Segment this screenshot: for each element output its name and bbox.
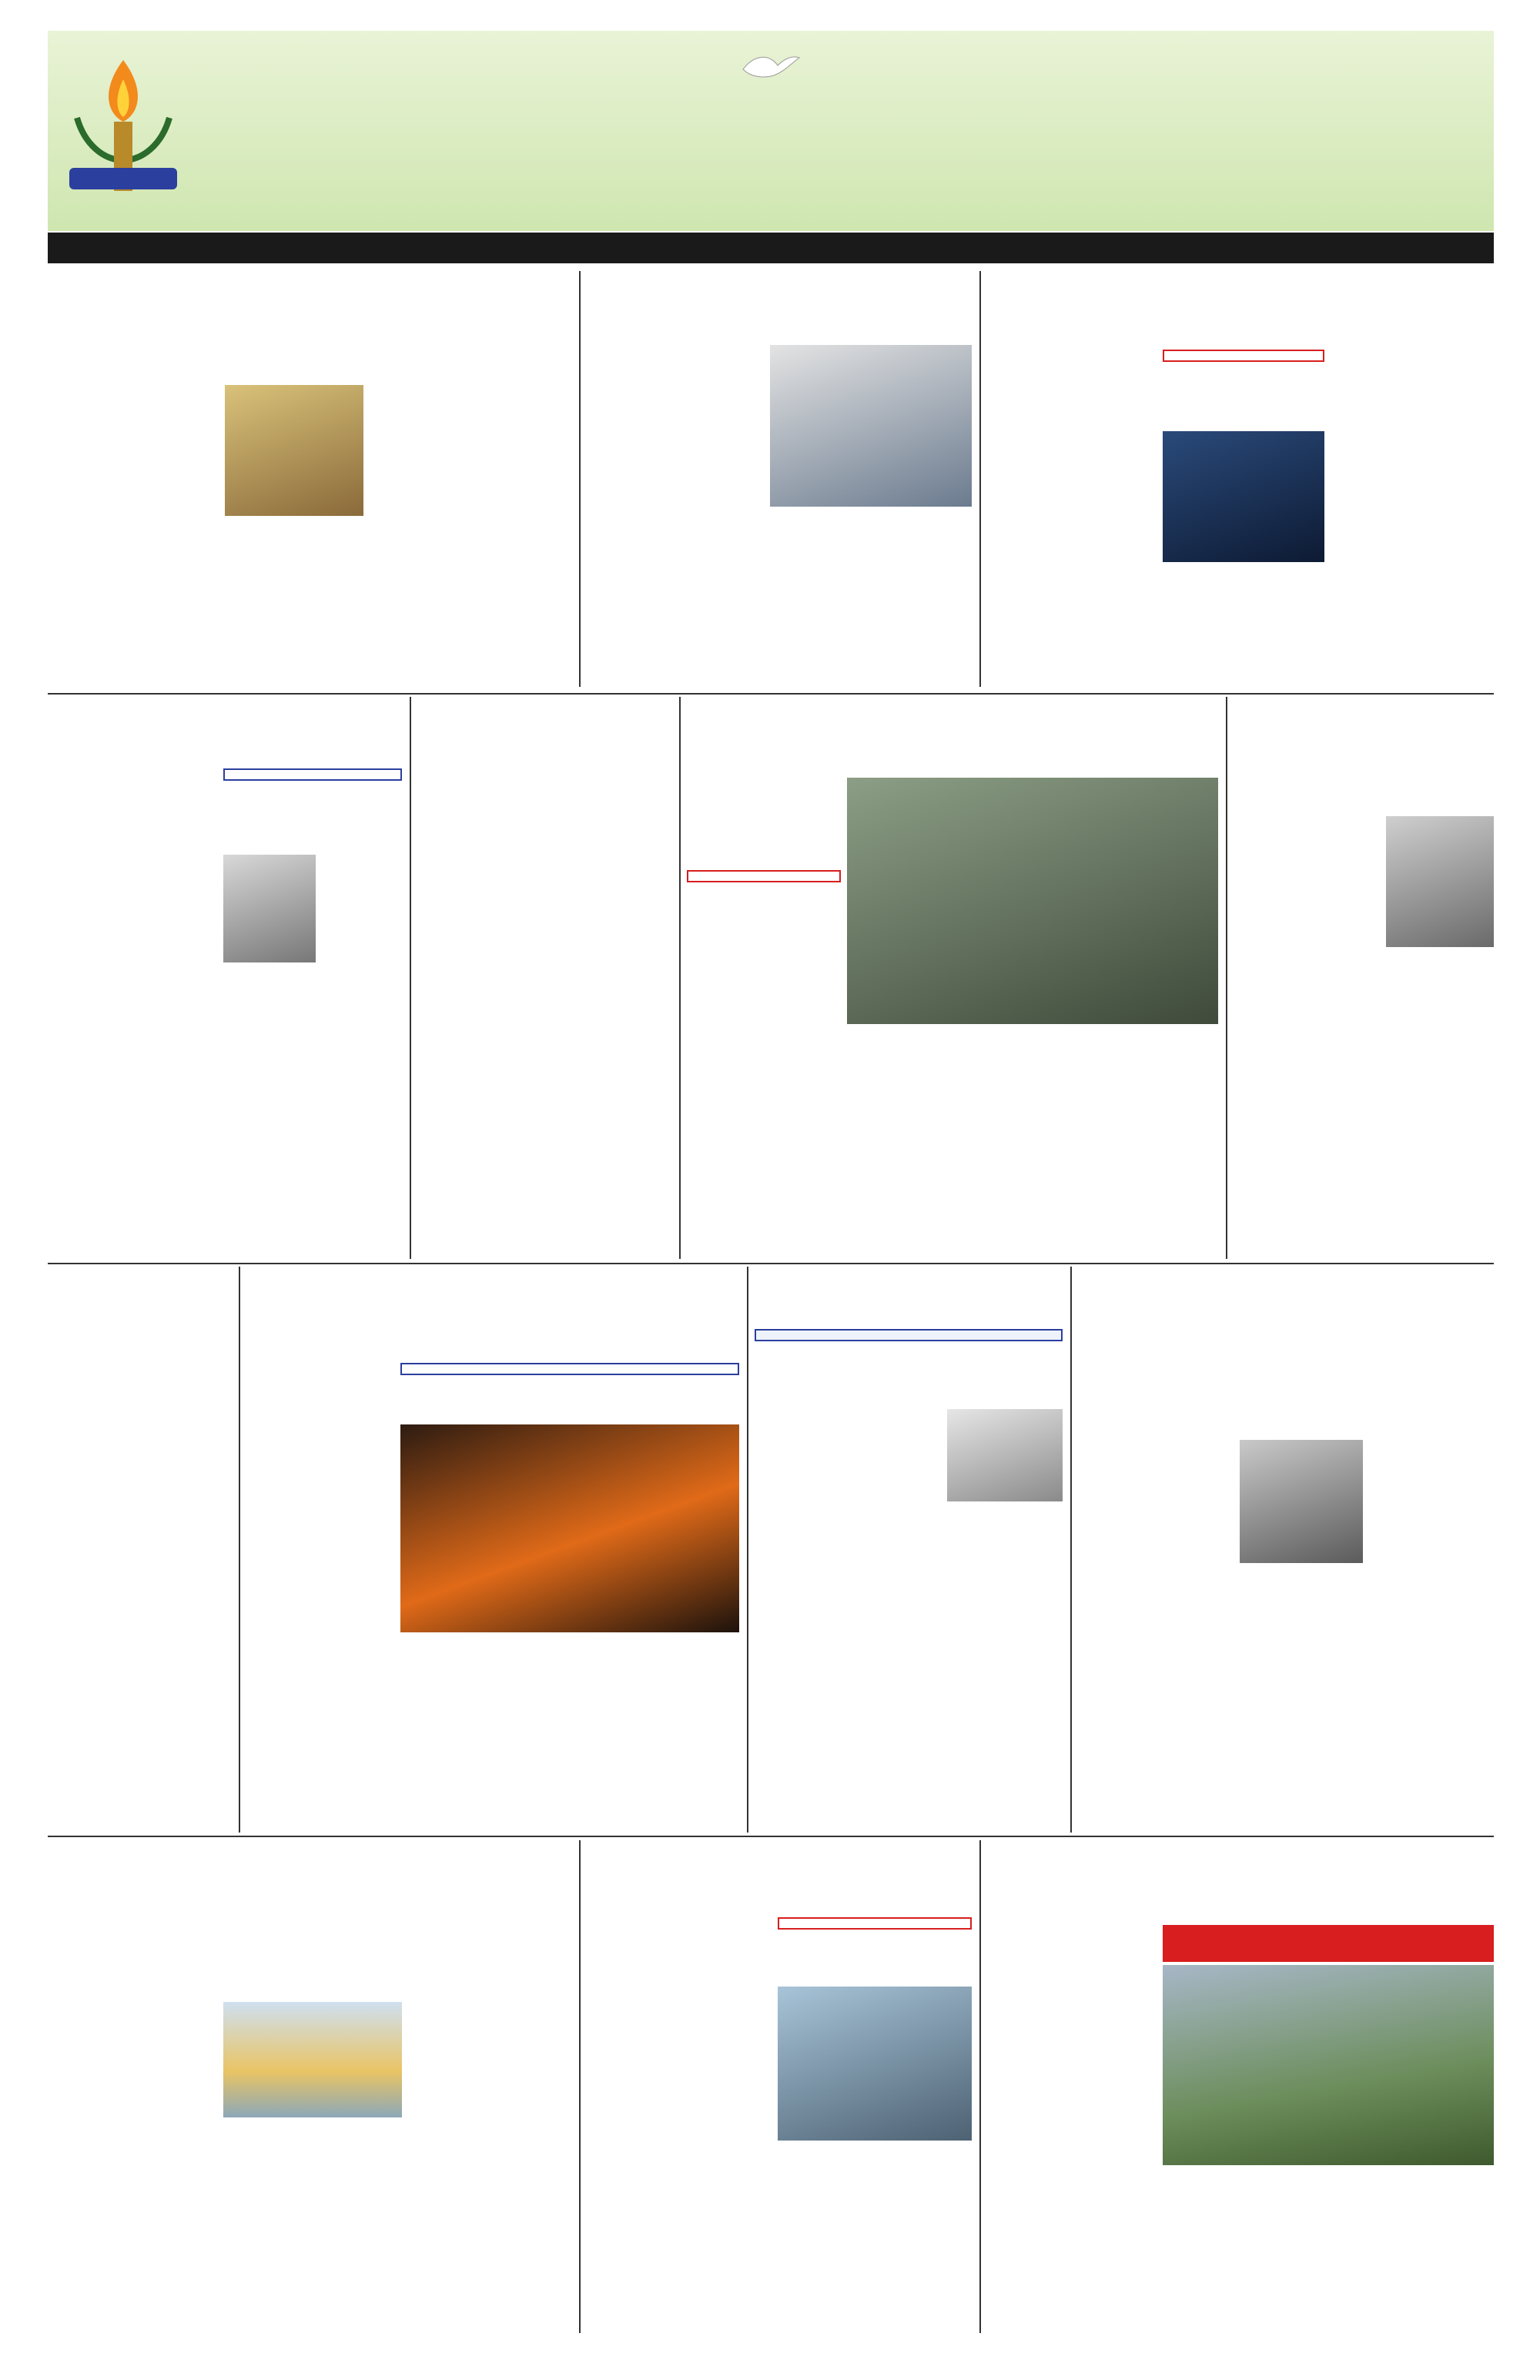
- info-bar: [48, 233, 1494, 263]
- column-divider: [410, 697, 411, 1259]
- banner-bus: [1163, 1925, 1494, 1962]
- column-divider: [1070, 1267, 1072, 1833]
- body-cbi-col3: [1332, 350, 1494, 668]
- body-golden-temple-col2: [223, 1916, 402, 1997]
- body-jaishankar-col2: [1386, 955, 1494, 1240]
- photo-jaishankar: [1386, 816, 1494, 947]
- row-divider: [48, 693, 1494, 695]
- column-divider: [1226, 697, 1227, 1259]
- torch-logo: [54, 45, 192, 214]
- body-lpg-cols: [400, 1640, 739, 1809]
- body-jaishankar: [1234, 807, 1380, 1238]
- photo-flood-damage: [847, 778, 1218, 1024]
- row-divider: [48, 1263, 1494, 1264]
- body-tejashwi-col2: [778, 2148, 972, 2305]
- column-divider: [579, 271, 581, 687]
- photo-anil-ambani: [1163, 431, 1324, 562]
- body-bus: [987, 1968, 1157, 2305]
- body-dharmasthala: [1078, 1408, 1232, 1808]
- body-ration: [48, 420, 571, 667]
- body-lpg: [246, 1403, 393, 1811]
- body-golden-temple-col2b: [223, 2125, 402, 2305]
- body-naidu-col2: [947, 1508, 1063, 1806]
- column-divider: [679, 697, 681, 1259]
- photo-kc-veerendra: [223, 855, 316, 962]
- body-airspace: [48, 1421, 233, 1806]
- column-divider: [979, 1840, 981, 2333]
- body-naidu: [755, 1444, 939, 1806]
- body-tejashwi: [587, 1957, 772, 2305]
- callout-karnataka-ed: [223, 768, 402, 781]
- body-uttarakhand: [687, 970, 841, 1240]
- photo-tejashwi-yadav: [778, 1987, 972, 2141]
- body-cbi: [987, 391, 1157, 668]
- column-divider: [239, 1267, 240, 1833]
- column-divider: [747, 1267, 748, 1833]
- column-divider: [579, 1840, 581, 2333]
- photo-bus-accident: [1163, 1965, 1494, 2165]
- body-modi: [587, 379, 972, 671]
- body-karnataka-ed: [48, 805, 217, 1237]
- body-karnataka-ed-side: [323, 855, 402, 962]
- photo-golden-temple: [223, 2002, 402, 2117]
- photo-lpg-fire: [400, 1424, 739, 1632]
- callout-uttarakhand: [687, 870, 841, 882]
- callout-naidu: [755, 1329, 1063, 1341]
- column-divider: [979, 271, 981, 687]
- body-jk: [417, 853, 671, 1238]
- body-golden-temple: [48, 1951, 217, 2305]
- body-dharmasthala-col2: [1240, 1571, 1363, 1808]
- body-karnataka-ed-col2: [223, 969, 402, 1238]
- photo-chandrababu-naidu: [947, 1409, 1063, 1501]
- body-dharmasthala-col3: [1371, 1372, 1494, 1808]
- body-uttarakhand-cols: [847, 1032, 1218, 1240]
- body-bus-cols: [1163, 2171, 1494, 2305]
- row-divider: [48, 1836, 1494, 1837]
- callout-tejashwi: [778, 1917, 972, 1930]
- callout-lpg: [400, 1363, 739, 1375]
- body-golden-temple-col3: [408, 1916, 571, 2305]
- callout-cbi: [1163, 350, 1324, 362]
- dove-icon: [739, 46, 801, 85]
- photo-dharmasthala: [1240, 1440, 1363, 1563]
